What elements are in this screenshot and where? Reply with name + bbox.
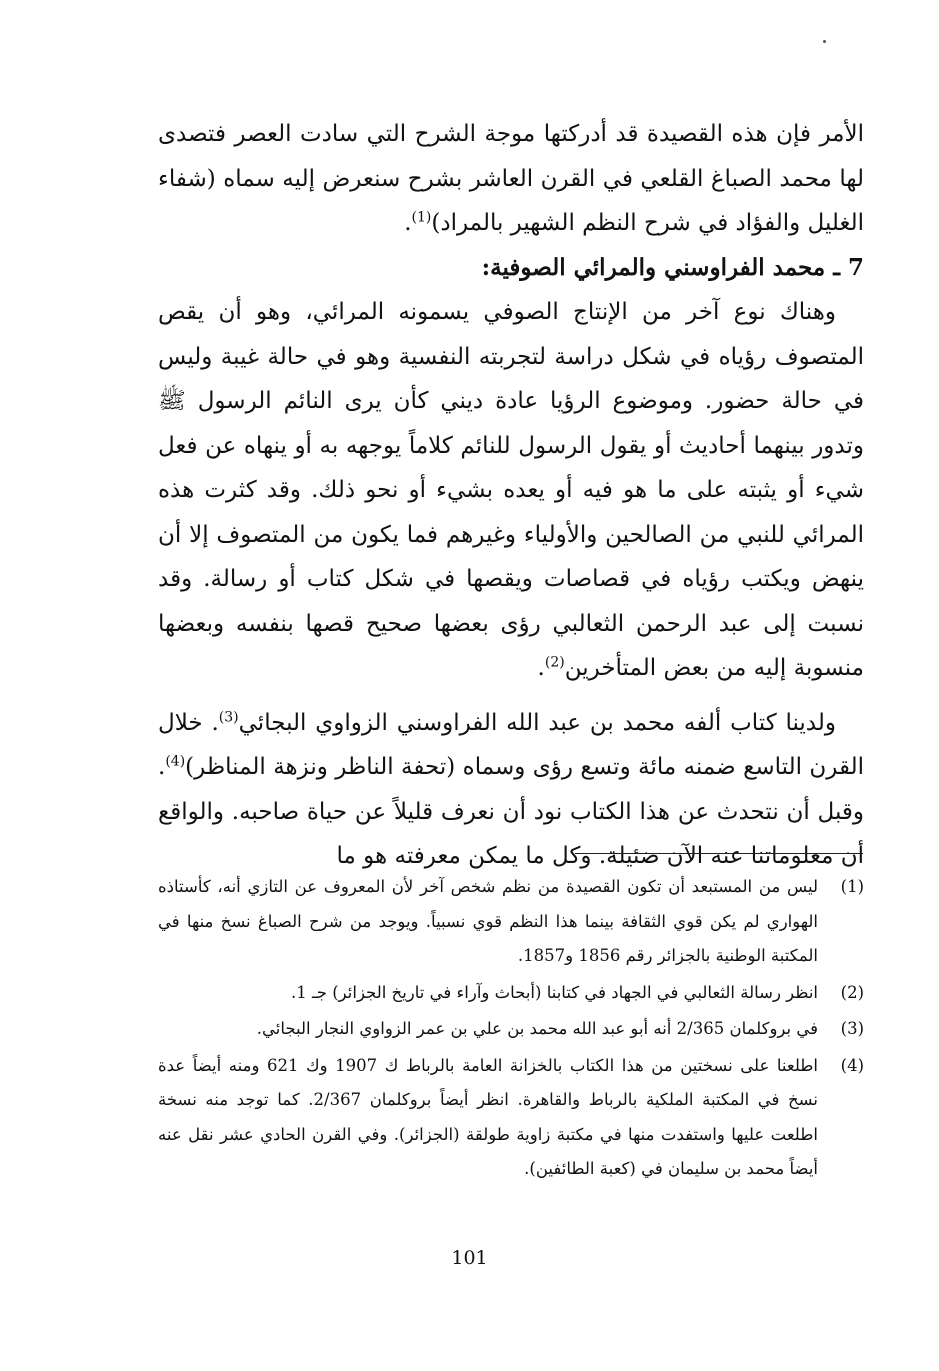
paragraph-1: الأمر فإن هذه القصيدة قد أدركتها موجة الشرح التي سادت العصر فتصدى لها محمد الصباغ القلعي في القرن العاشر بشرح سنعرض إليه سماه (شفاء الغليل والفؤاد في شرح النظم الشهير بالمراد)$^{(1)}$. (158, 121, 864, 236)
footnote-ref-3: (3) (218, 708, 239, 725)
scan-speck (823, 40, 826, 43)
main-text (158, 112, 864, 879)
footnote-ref-1: (1) (411, 209, 432, 226)
section-heading: 7 ـ محمد الفراوسني والمرائي الصوفية: (481, 253, 864, 281)
footnote-number: (2) (840, 982, 864, 1002)
footnote-4 (158, 1049, 864, 1187)
footnote-number: (3) (840, 1019, 864, 1038)
footnote-ref-2: (2) (544, 654, 565, 671)
footnote-text: ليس من المستبعد أن تكون القصيدة من نظم شخص آخر لأن المعروف عن التازي أنه، كأستاذه الهواري لم يكن قوي الثقافة بينما هذا النظم قوي نسبياً. ويوجد من شرح الصباغ نسخ منها في المكتبة الوطنية بالجزائر رقم 1856 و1857. (158, 877, 818, 965)
paragraph-2: وهناك نوع آخر من الإنتاج الصوفي يسمونه المرائي، وهو أن يقص المتصوف رؤياه في شكل دراسة لتجربته النفسية وهو في حالة غيبة وليس في حالة حضور. وموضوع الرؤيا عادة ديني كأن يرى النائم الرسول ﷺ وتدور بينهما أحاديث أو يقول الرسول للنائم كلاماً يوجهه به أو ينهاه عن فعل شيء أو يثبته على ما هو فيه أو يعده بشيء أو نحو ذلك. وقد كثرت هذه المرائي للنبي من الصالحين والأولياء وغيرهم فما يكون من المتصوف إلا أن ينهض ويكتب رؤياه في قصاصات ويقصها في شكل كتاب أو رسالة. وقد نسبت إلى عبد الرحمن الثعالبي رؤى بعضها صحيح قصها بنفسه وبعضها منسوبة إليه من بعض المتأخرين$^{(2)}$. (158, 299, 864, 681)
footnote-number: (4) (840, 1055, 864, 1075)
footnote-3 (158, 1012, 864, 1047)
page-number: 101 (451, 1247, 488, 1269)
footnote-number: (1) (840, 877, 864, 896)
footnotes (158, 870, 864, 1189)
paragraph-3: ولدينا كتاب ألفه محمد بن عبد الله الفراوسني الزواوي البجائي$^{(3)}$. خلال القرن التاسع ضمنه مائة وتسع رؤى وسماه (تحفة الناظر ونزهة المناظر)$^{(4)}$. وقبل أن نتحدث عن هذا الكتاب نود أن نعرف قليلاً عن حياة صاحبه. والواقع أن معلوماتنا عنه الآن ضئيلة. وكل ما يمكن معرفته هو ما (158, 708, 864, 869)
footnote-ref-4: (4) (165, 753, 186, 770)
footnote-text: اطلعنا على نسختين من هذا الكتاب بالخزانة العامة بالرباط ك 1907 وك 621 ومنه أيضاً عدة نسخ في المكتبة الملكية بالرباط والقاهرة. انظر أيضاً بروكلمان 2/367. كما توجد منه نسخة اطلعت عليها واستفدت منها في مكتبة زاوية طولقة (الجزائر). وفي القرن الحادي عشر نقل عنه أيضاً محمد بن سليمان في (كعبة الطائفين). (158, 1055, 818, 1178)
footnote-text: انظر رسالة الثعالبي في الجهاد في كتابنا (أبحاث وآراء في تاريخ الجزائر) جـ 1. (290, 982, 818, 1002)
footnote-separator (575, 853, 863, 854)
footnote-2 (158, 976, 864, 1011)
footnote-1 (158, 870, 864, 974)
footnote-text: في بروكلمان 2/365 أنه أبو عبد الله محمد بن علي بن عمر الزواوي النجار البجائي. (256, 1019, 818, 1038)
